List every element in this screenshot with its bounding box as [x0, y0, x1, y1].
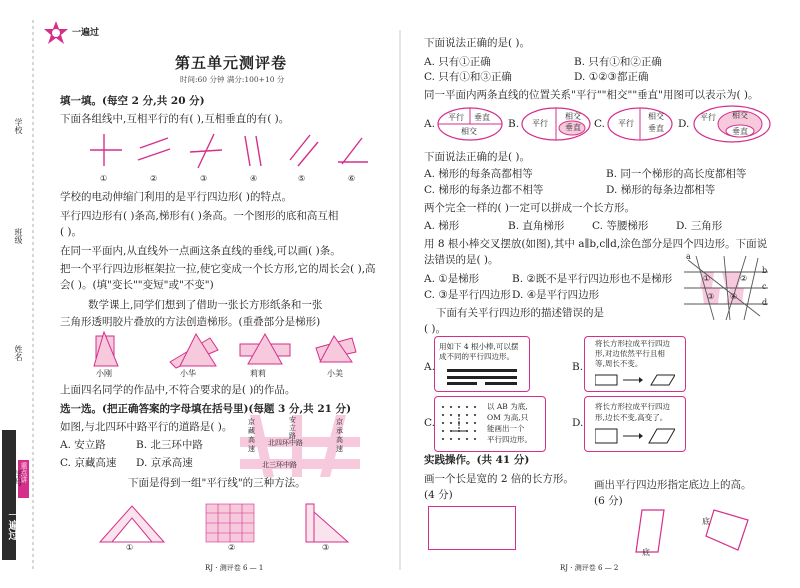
- venn-b: [520, 106, 592, 142]
- method-label-3: ③: [322, 543, 330, 552]
- venn-b-xiangjiao: 相交: [565, 112, 581, 121]
- margin-label-name: 姓名: [14, 345, 23, 361]
- r-q3-opt-c: C. 只有①和③正确: [424, 71, 512, 83]
- map-label-anli: 安立路: [289, 416, 296, 440]
- fig-label-a: a: [686, 252, 691, 261]
- q8-d-line2: 形,边长不变,高变了。: [595, 413, 668, 422]
- fig-label-4: ④: [730, 292, 738, 301]
- s1-q2: 学校的电动伸缩门利用的是平行四边形( )的特点。: [60, 191, 293, 203]
- q8-b-line1: 将长方形拉成平行四边: [595, 339, 670, 348]
- q1-label-5: ⑤: [298, 174, 306, 183]
- q4-letter-a: A.: [424, 118, 435, 130]
- r-q3-opt-b: B. 只有①和②正确: [574, 56, 662, 68]
- r-q6: 两个完全一样的( )一定可以拼成一个长方形。: [424, 202, 636, 214]
- footer-right: RJ · 测评卷 6 — 2: [560, 564, 619, 572]
- student-name-2: 小华: [180, 369, 196, 378]
- binding-margin: [0, 0, 50, 588]
- s3-q2-score: (6 分): [594, 495, 623, 507]
- fig-label-1: ①: [703, 274, 711, 283]
- fig-label-3: ③: [707, 292, 715, 301]
- section1-heading: 填一填。(每空 2 分,共 20 分): [60, 95, 205, 107]
- venn-c-xiangjiao: 相交: [648, 112, 664, 121]
- q4-letter-d: D.: [678, 118, 690, 130]
- s1-q4: 在同一平面内,从直线外一点画这条直线的垂线,可以画( )条。: [60, 245, 341, 257]
- line-pairs-figure: [80, 130, 380, 188]
- student-name-3: 莉莉: [250, 369, 266, 378]
- q8-letter-a: A.: [424, 361, 435, 373]
- s3-q1-score: (4 分): [424, 489, 453, 501]
- r-q8a: 下面有关平行四边形的描述错误的是: [436, 307, 604, 319]
- q8-d-shapes: [595, 427, 675, 445]
- r-q6-opt-b: B. 直角梯形: [508, 220, 565, 232]
- q8-a-line1: 用如下 4 根小棒,可以摆: [439, 342, 519, 351]
- section2-heading: 选一选。(把正确答案的字母填在括号里)(每题 3 分,共 21 分): [60, 403, 352, 415]
- q8-b-shapes: [595, 373, 675, 387]
- r-q3-opt-d: D. ①②③都正确: [574, 71, 649, 83]
- venn-a-xiangjiao: 相交: [461, 127, 477, 136]
- venn-d-chuizhi: 垂直: [732, 127, 748, 136]
- s2-q1-opt-a: A. 安立路: [60, 439, 106, 451]
- q1-label-6: ⑥: [348, 174, 356, 183]
- r-q7-opt-b: B. ②既不是平行四边形也不是梯形: [512, 273, 673, 285]
- base-label-2: 底: [702, 517, 710, 526]
- q1-label-2: ②: [150, 174, 158, 183]
- s2-q1-opt-c: C. 京藏高速: [60, 457, 117, 469]
- margin-label-class: 班级: [14, 228, 23, 244]
- student-name-4: 小美: [327, 369, 343, 378]
- page-meta: 时间:60 分钟 满分:100+10 分: [180, 75, 285, 84]
- map-label-north3: 北三环中路: [262, 461, 297, 469]
- map-label-jingcheng: 京承高速: [336, 418, 343, 453]
- r-q5-opt-b: B. 同一个梯形的高长度都相等: [606, 168, 747, 180]
- r-q5: 下面说法正确的是( )。: [424, 151, 531, 163]
- venn-d-xiangjiao: 相交: [732, 111, 748, 120]
- margin-label-number: 学号: [14, 470, 23, 486]
- q8-a-line2: 成不同的平行四边形。: [439, 352, 514, 361]
- footer-left: RJ · 测评卷 6 — 1: [205, 564, 264, 572]
- r-q6-opt-c: C. 等腰梯形: [592, 220, 649, 232]
- q8-c-line4: 平行四边形。: [487, 435, 532, 444]
- student-name-1: 小刚: [96, 369, 112, 378]
- venn-a-pingxing: 平行: [448, 113, 464, 122]
- q1-label-1: ①: [100, 174, 108, 183]
- r-q5-opt-a: A. 梯形的每条高都相等: [424, 168, 533, 180]
- q8-box-d: [584, 396, 686, 452]
- venn-b-chuizhi: 垂直: [565, 123, 581, 132]
- venn-b-pingxing: 平行: [532, 119, 548, 128]
- q1-label-3: ③: [200, 174, 208, 183]
- map-label-north4: 北四环中路: [268, 439, 303, 447]
- page-divider: [398, 30, 402, 570]
- r-q3-opt-a: A. 只有①正确: [424, 56, 491, 68]
- q8-box-a: [434, 336, 530, 392]
- fig-label-d: d: [762, 298, 768, 307]
- margin-badge: 重点讲: [20, 462, 28, 483]
- brand-strip: [2, 430, 16, 560]
- q8-c-line1: 以 AB 为底,: [487, 402, 528, 411]
- fig-label-c: c: [762, 282, 767, 291]
- s2-q1: 如图,与北四环中路平行的道路是( )。: [60, 421, 233, 433]
- r-q4: 同一平面内两条直线的位置关系"平行""相交""垂直"用图可以表示为( )。: [424, 89, 759, 101]
- s1-q3b: ( )。: [60, 226, 83, 238]
- r-q6-opt-d: D. 三角形: [676, 220, 723, 232]
- margin-label-school: 学校: [14, 118, 23, 134]
- r-q5-opt-c: C. 梯形的每条边都不相等: [424, 184, 544, 196]
- r-q3: 下面说法正确的是( )。: [424, 37, 531, 49]
- s1-q5a: 把一个平行四边形框架拉一拉,使它变成一个长方形,它的周长会( ),高: [60, 263, 376, 275]
- method-label-2: ②: [228, 543, 236, 552]
- r-q7-opt-d: D. ④是平行四边形: [512, 289, 600, 301]
- venn-c-pingxing: 平行: [618, 119, 634, 128]
- trapezoid-students-figure: [90, 330, 380, 370]
- s2-q1-opt-d: D. 京承高速: [136, 457, 193, 469]
- q8-c-line2: OM 为高,只: [487, 413, 529, 422]
- r-q7-opt-a: A. ①是梯形: [424, 273, 480, 285]
- s3-q2: 画出平行四边形指定底边上的高。: [594, 479, 752, 491]
- s1-q6b: 三角形透明胶片叠放的方法创造梯形。(重叠部分是梯形): [60, 316, 321, 328]
- s1-q3a: 平行四边形有( )条高,梯形有( )条高。一个图形的底和高互相: [60, 210, 339, 222]
- q8-letter-d: D.: [572, 417, 584, 429]
- q8-d-line1: 将长方形拉成平行四边: [595, 402, 670, 411]
- fig-label-2: ②: [740, 274, 748, 283]
- parallel-methods-figure: [96, 500, 376, 548]
- method-label-1: ①: [126, 543, 134, 552]
- q8-c-dotgrid: [439, 403, 483, 445]
- q8-c-line3: 能画出一个: [487, 424, 525, 433]
- r-q7a: 用 8 根小棒交叉摆放(如图),其中 a∥b,c∥d,涂色部分是四个四边形。下面说: [424, 238, 768, 250]
- fig-label-b: b: [762, 266, 768, 275]
- r-q7b: 法错误的是( )。: [424, 254, 499, 266]
- draw-rectangle-area[interactable]: [428, 506, 516, 550]
- q4-letter-c: C.: [594, 118, 605, 130]
- venn-c-chuizhi: 垂直: [648, 124, 664, 133]
- s3-q1: 画一个长是宽的 2 倍的长方形。: [424, 473, 574, 485]
- r-q8b: ( )。: [424, 323, 447, 335]
- logo-star-icon: [42, 20, 72, 46]
- q8-box-b: [584, 336, 686, 392]
- sticks-figure: [684, 252, 770, 322]
- venn-d-pingxing: 平行: [700, 113, 716, 122]
- q8-letter-b: B.: [572, 361, 584, 373]
- r-q6-opt-a: A. 梯形: [424, 220, 460, 232]
- q8-b-line3: 等,周长不变。: [595, 359, 643, 368]
- r-q7-opt-c: C. ③是平行四边形: [424, 289, 511, 301]
- q8-b-line2: 形,对边依然平行且相: [595, 349, 665, 358]
- s1-q1: 下面各组线中,互相平行的有( ),互相垂直的有( )。: [60, 113, 290, 125]
- q4-letter-b: B.: [508, 118, 520, 130]
- s1-q6c: 上面四名同学的作品中,不符合要求的是( )的作品。: [60, 384, 296, 396]
- map-label-jingzang: 京藏高速: [248, 418, 255, 453]
- r-q5-opt-d: D. 梯形的每条边都相等: [606, 184, 716, 196]
- section3-heading: 实践操作。(共 41 分): [424, 454, 530, 466]
- s2-q2: 下面是得到一组"平行线"的三种方法。: [128, 477, 306, 489]
- logo-text: 一遍过: [72, 28, 100, 38]
- s1-q5b: 会( )。(填"变长""变短"或"不变"): [60, 279, 214, 291]
- q8-letter-c: C.: [424, 417, 435, 429]
- q1-label-4: ④: [250, 174, 258, 183]
- s1-q6a: 数学课上,同学们想到了借助一张长方形纸条和一张: [88, 299, 323, 311]
- q8-a-sticks: [447, 367, 517, 387]
- margin-brand-text: 一遍过: [6, 510, 17, 540]
- base-label-1: 底: [642, 548, 650, 557]
- s2-q1-opt-b: B. 北三环中路: [136, 439, 203, 451]
- page-title: 第五单元测评卷: [175, 54, 288, 72]
- venn-a-chuizhi: 垂直: [474, 113, 490, 122]
- q8-box-c: [434, 396, 546, 452]
